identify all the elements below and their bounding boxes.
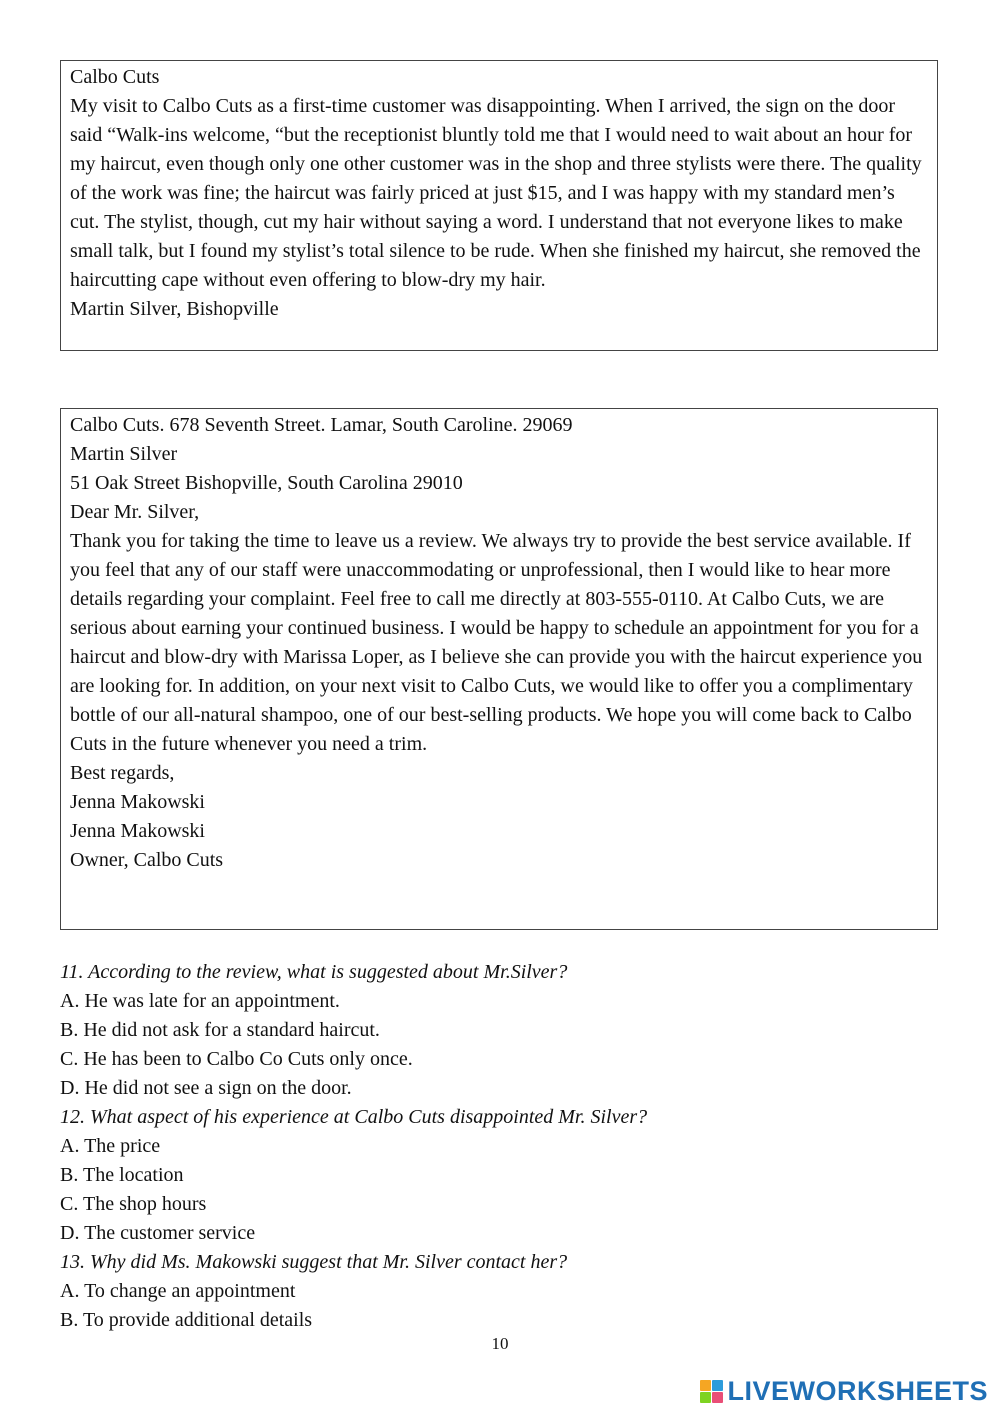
letter-body: Thank you for taking the time to leave us a review. We always try to provide the best service available. If you feel that any of our staff were unaccommodating or unprofessional, then I would like to hear more details regarding your complaint. Feel free to call me directly at 803-555-0110. At Calbo Cuts, we are serious about earning your continued business. I would be happy to schedule an appointment for you for a haircut and blow-dry with Marissa Loper, as I believe she can provide you with the haircut experience you are looking for. In addition, on your next visit to Calbo Cuts, we would like to offer you a complimentary bottle of our all-natural shampoo, one of our best-selling products. We hope you will come back to Calbo Cuts in the future whenever you need a trim.	[70, 530, 923, 755]
answer-option[interactable]: A. To change an appointment	[60, 1280, 296, 1302]
answer-option[interactable]: A. The price	[60, 1135, 161, 1157]
answer-option[interactable]: D. The customer service	[60, 1222, 256, 1244]
letter-sender-address: Calbo Cuts. 678 Seventh Street. Lamar, South Caroline. 29069	[70, 414, 573, 436]
review-title: Calbo Cuts	[70, 66, 160, 88]
letter-closing: Best regards,	[70, 762, 175, 784]
review-signature: Martin Silver, Bishopville	[70, 298, 279, 320]
letter-name: Jenna Makowski	[70, 820, 205, 842]
page-number: 10	[491, 1334, 509, 1353]
question-12: 12. What aspect of his experience at Calbo Cuts disappointed Mr. Silver?	[60, 1106, 648, 1128]
question-13: 13. Why did Ms. Makowski suggest that Mr. Silver contact her?	[60, 1251, 568, 1273]
brand-name: LIVEWORKSHEETS	[727, 1376, 988, 1406]
letter-salutation: Dear Mr. Silver,	[70, 501, 200, 523]
answer-option[interactable]: B. To provide additional details	[60, 1309, 313, 1331]
review-box	[60, 60, 938, 351]
letter-recipient-address: 51 Oak Street Bishopville, South Carolina 29010	[70, 472, 463, 494]
answer-option[interactable]: A. He was late for an appointment.	[60, 990, 340, 1012]
questions-section	[60, 958, 940, 1335]
answer-option[interactable]: B. The location	[60, 1164, 184, 1186]
letter-box	[60, 408, 938, 930]
letter-title: Owner, Calbo Cuts	[70, 849, 224, 871]
answer-option[interactable]: C. He has been to Calbo Co Cuts only once.	[60, 1048, 413, 1070]
letter-recipient-name: Martin Silver	[70, 443, 178, 465]
brand-logo	[700, 1376, 988, 1407]
letter-signature: Jenna Makowski	[70, 791, 205, 813]
answer-option[interactable]: B. He did not ask for a standard haircut.	[60, 1019, 380, 1041]
answer-option[interactable]: D. He did not see a sign on the door.	[60, 1077, 352, 1099]
question-11: 11. According to the review, what is suggested about Mr.Silver?	[60, 961, 568, 983]
review-body: My visit to Calbo Cuts as a first-time customer was disappointing. When I arrived, the sign on the door said “Walk-ins welcome, “but the receptionist bluntly told me that I would need to wait about an hour for my haircut, even though only one other customer was in the shop and three stylists were there. The quality of the work was fine; the haircut was fairly priced at just $15, and I was happy with my standard men’s cut. The stylist, though, cut my hair without saying a word. I understand that not everyone likes to make small talk, but I found my stylist’s total silence to be rude. When she finished my haircut, she removed the haircutting cape without even offering to blow-dry my hair.	[70, 95, 922, 291]
answer-option[interactable]: C. The shop hours	[60, 1193, 207, 1215]
liveworksheets-icon	[700, 1380, 723, 1403]
